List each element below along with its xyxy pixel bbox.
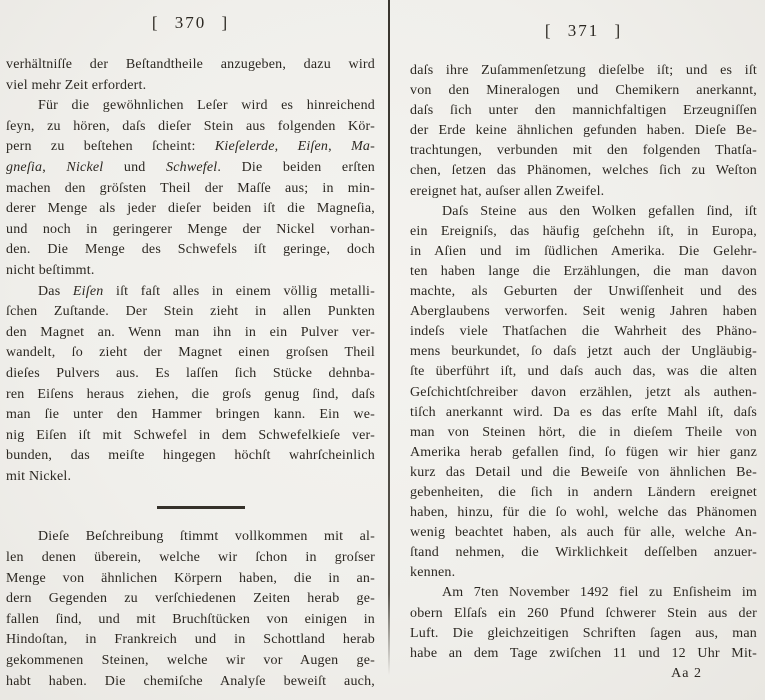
text-line: ein Ereigniſs, das häufig geſchehn iſt, in Europa,: [410, 223, 757, 239]
text-line: den. Die Menge des Schwefels iſt geringe, doch: [6, 242, 375, 258]
divider-rule: [157, 506, 245, 509]
text-line: ren Eiſens heraus ziehen, die groſs genug ſind, daſs: [6, 386, 375, 402]
text-line: Dieſe Beſchreibung ſtimmt vollkommen mit al-: [38, 529, 375, 545]
text-line: indeſs viele Thatſachen die Wahrheit des Phäno-: [410, 324, 757, 340]
text-line: tiſch anerkannt wird. Da es das erſte Mahl iſt, daſs: [410, 404, 757, 420]
text-line: ſte überführt iſt, und daſs auch das, was die alten: [410, 364, 757, 380]
text-line: daſs ihre Zuſammenſetzung dieſelbe iſt; und es iſt: [410, 63, 757, 78]
page-body-left: [6, 55, 375, 692]
page-body-right: [410, 61, 757, 664]
text-line: gebenheiten, die ſich in andern Ländern ereignet: [410, 484, 757, 500]
page-371: [410, 0, 757, 684]
text-line: derer Menge als jeder dieſer beiden iſt die Magneſia,: [6, 201, 375, 217]
text-line: mens beurkundet, ſo daſs jetzt auch der Ungläubig-: [410, 344, 757, 360]
signature-mark: Aa 2: [671, 665, 702, 681]
text-line: dern Gegenden zu verſchiedenen Zeiten herab ge-: [6, 591, 375, 607]
text-line: obern Elſaſs ein 260 Pfund ſchwerer Stein aus der: [410, 605, 757, 621]
text-line: machen den gröſsten Theil der Maſſe aus; in min-: [6, 180, 375, 196]
text-line: ereignet hat, auſser allen Zweifel.: [410, 183, 605, 199]
page-370: [6, 0, 375, 692]
text-line: wenig beachtet haben, als auch für alle, welche An-: [410, 525, 757, 541]
text-line: ten haben lange die Erzählungen, die man davon: [410, 263, 757, 279]
text-line: habt haben. Die chemiſche Analyſe beweiſt auch,: [6, 673, 375, 689]
text-line: Luft. Die gleichzeitigen Schriften ſagen aus, man: [410, 625, 757, 641]
text-line: kurz das Detail und die Beweiſe von ähnlichen Be-: [410, 464, 757, 480]
text-line: Am 7ten November 1492 fiel zu Enſisheim im: [442, 585, 757, 601]
text-line: ſchen Zuſtande. Der Stein zieht in allen Punkten: [6, 304, 375, 320]
text-line: kennen.: [410, 565, 456, 581]
text-line: daſs ſich unter den mannichfaltigen Erzeugniſſen: [410, 103, 757, 119]
text-line: mit Nickel.: [6, 468, 72, 484]
text-line: nig Eiſen iſt mit Schwefel in dem Schwefelkieſe ver-: [6, 427, 375, 443]
text-line: der Erde keine ähnlichen gefunden haben. Dieſe Be-: [410, 123, 757, 139]
text-line: nicht beſtimmt.: [6, 262, 95, 278]
text-line: Aberglaubens verworfen. Seit wenig Jahren haben: [410, 304, 757, 320]
text-line: wandelt, ſo zieht der Magnet einen groſsen Theil: [6, 345, 375, 361]
text-line: Amerika herab gefallen ſind, ſo fügen wir hier ganz: [410, 444, 757, 460]
text-line: Für die gewöhnlichen Leſer wird es hinreichend: [38, 98, 375, 114]
text-line: chen, ſetzen das Phänomen, welches ſich zu Weſton: [410, 163, 757, 179]
text-line: den Magnet an. Wenn man ihn in ein Pulver ver-: [6, 324, 375, 340]
page-divider-line: [388, 0, 390, 675]
text-line: und noch in geringerer Menge der Nickel vorhan-: [6, 221, 375, 237]
page-header-left: [ 370 ]: [151, 13, 230, 32]
text-line: von den Mineralogen und Chemikern anerkannt,: [410, 83, 757, 99]
text-line: verhältniſſe der Beſtandtheile anzugeben, dazu wird: [6, 57, 375, 72]
text-line: Geſchichtſchreiber davon erzählen, jetzt als authen-: [410, 384, 757, 400]
text-line: ſtand nehmen, die Wirklichkeit deſſelben anzuer-: [410, 545, 757, 561]
text-line: haben, hinzu, für die ſo wohl, welche das Phänomen: [410, 505, 757, 521]
text-line: Das Eiſen iſt faſt alles in einem völlig metalli-: [38, 283, 375, 299]
text-line: in Aſien und im ſüdlichen Amerika. Die Gelehr-: [410, 243, 757, 259]
section-divider: [6, 487, 375, 527]
text-line: habe an dem Tage zwiſchen 11 und 12 Uhr Mit-: [410, 645, 757, 661]
page-header-right: [ 371 ]: [544, 21, 623, 40]
text-line: len denen überein, welche wir ſchon in groſser: [6, 550, 375, 566]
text-line: trachtungen, verbunden mit den folgenden Thatſa-: [410, 143, 757, 159]
text-line: man ſie unter den Hammer bringen kann. Ein we-: [6, 407, 375, 423]
text-line: fallen ſind, und mit Bruchſtücken von einigen in: [6, 611, 375, 627]
text-line: ſeyn, zu hören, daſs dieſer Stein aus folgenden Kör-: [6, 118, 375, 134]
text-line: man von Steinen hört, die in dieſem Theile von: [410, 424, 757, 440]
text-line: Hindoſtan, in Frankreich und in Schottland herab: [6, 632, 375, 648]
text-line: gekommenen Steinen, welche wir vor Augen ge-: [6, 653, 375, 669]
text-line: gneſia, Nickel und Schwefel. Die beiden erſten: [6, 159, 376, 175]
text-line: bunden, das meiſte hingegen höchſt wahrſcheinlich: [6, 448, 375, 464]
text-line: dieſes Pulvers aus. Es laſſen ſich Stücke dehnba-: [6, 365, 375, 381]
text-line: viel mehr Zeit erfordert.: [6, 77, 147, 93]
text-line: pern zu beſtehen ſcheint: Kieſelerde, Eiſen, Ma-: [6, 139, 375, 155]
text-line: Daſs Steine aus den Wolken gefallen ſind, iſt: [442, 203, 757, 219]
text-line: Menge von ähnlichen Körpern haben, die in an-: [6, 570, 375, 586]
text-line: machte, als Geburten der Unwiſſenheit und des: [410, 284, 757, 300]
